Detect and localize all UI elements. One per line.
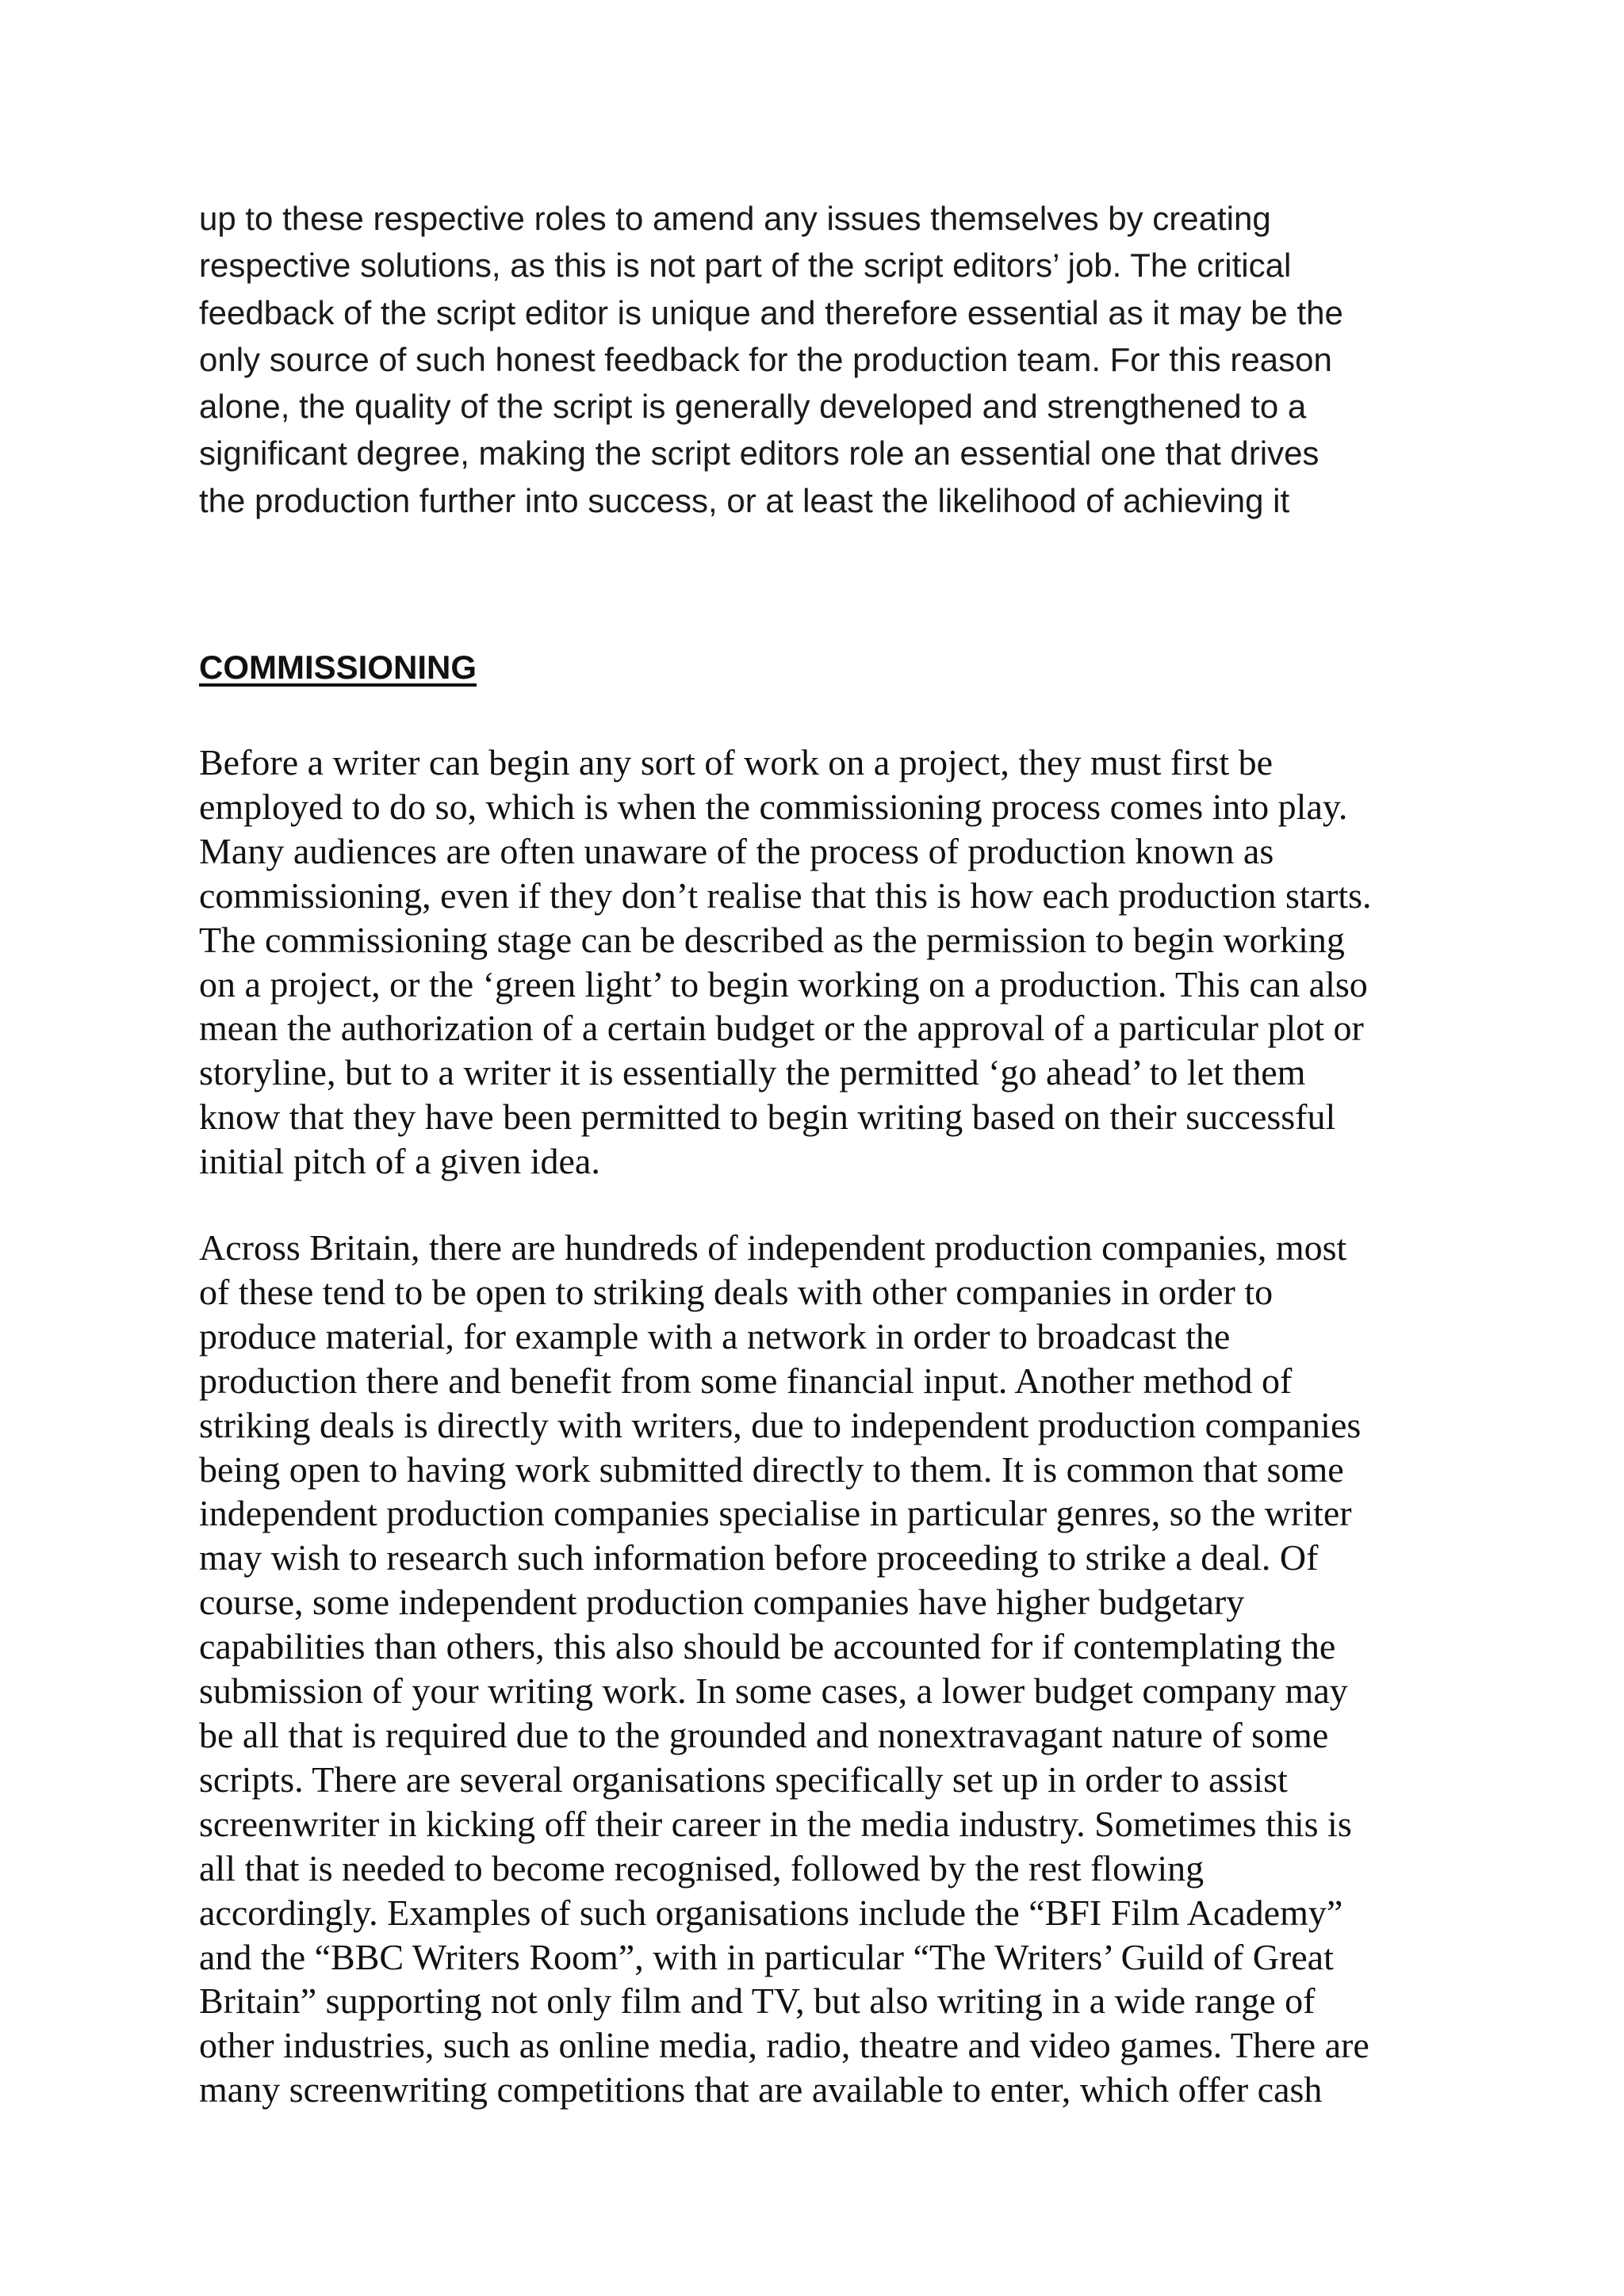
intro-line: significant degree, making the script editors role an essential one that drives — [199, 434, 1320, 473]
intro-line: alone, the quality of the script is generally developed and strengthened to a — [199, 388, 1307, 426]
paragraph-line: on a project, or the ‘green light’ to begin working on a production. This can also — [199, 963, 1368, 1004]
intro-line: only source of such honest feedback for the production team. For this reason — [199, 340, 1332, 378]
paragraph-line: mean the authorization of a certain budget or the approval of a particular plot or — [199, 1008, 1364, 1049]
intro-line: respective solutions, as this is not part of the script editors’ job. The critical — [199, 247, 1292, 285]
paragraph-line: other industries, such as online media, radio, theatre and video games. There are — [199, 2025, 1369, 2066]
paragraph-line: being open to having work submitted directly to them. It is common that some — [199, 1448, 1344, 1490]
paragraph-line: and the “BBC Writers Room”, with in particular “The Writers’ Guild of Great — [199, 1936, 1334, 1977]
paragraph-line: Many audiences are often unaware of the process of production known as — [199, 830, 1274, 871]
paragraph-line: screenwriter in kicking off their career in the media industry. Sometimes this is — [199, 1803, 1352, 1844]
paragraph-line: striking deals is directly with writers, due to independent production companies — [199, 1404, 1362, 1445]
paragraph-line: employed to do so, which is when the commissioning process comes into play. — [199, 786, 1348, 827]
paragraph-line: course, some independent production companies have higher budgetary — [199, 1582, 1245, 1623]
intro-line: up to these respective roles to amend any issues themselves by creating — [199, 200, 1271, 237]
paragraph-line: accordingly. Examples of such organisations include the “BFI Film Academy” — [199, 1892, 1343, 1933]
section-heading: COMMISSIONING — [199, 649, 477, 686]
paragraph-line: Across Britain, there are hundreds of independent production companies, most — [199, 1227, 1347, 1268]
paragraph-line: scripts. There are several organisations specifically set up in order to assist — [199, 1758, 1288, 1800]
paragraph-line: submission of your writing work. In some cases, a lower budget company may — [199, 1670, 1348, 1712]
paragraph-line: know that they have been permitted to begin writing based on their successful — [199, 1096, 1336, 1138]
commissioning-paragraph-1 — [199, 740, 1452, 1184]
paragraph-line: storyline, but to a writer it is essentially the permitted ‘go ahead’ to let them — [199, 1052, 1306, 1093]
paragraph-line: The commissioning stage can be described as the permission to begin working — [199, 919, 1345, 960]
paragraph-line: produce material, for example with a network in order to broadcast the — [199, 1315, 1231, 1357]
paragraph-line: Britain” supporting not only film and TV, but also writing in a wide range of — [199, 1980, 1316, 2022]
paragraph-line: be all that is required due to the grounded and nonextravagant nature of some — [199, 1714, 1329, 1755]
paragraph-line: capabilities than others, this also should be accounted for if contemplating the — [199, 1626, 1336, 1667]
paragraph-line: initial pitch of a given idea. — [199, 1141, 600, 1182]
intro-line: feedback of the script editor is unique and therefore essential as it may be the — [199, 293, 1343, 331]
intro-line: the production further into success, or at least the likelihood of achieving it — [199, 481, 1290, 519]
paragraph-line: independent production companies specialise in particular genres, so the writer — [199, 1493, 1352, 1534]
intro-paragraph — [199, 195, 1436, 524]
paragraph-line: commissioning, even if they don’t realise that this is how each production starts. — [199, 874, 1372, 916]
paragraph-line: of these tend to be open to striking deals with other companies in order to — [199, 1271, 1274, 1312]
commissioning-paragraph-2 — [199, 1226, 1452, 2112]
paragraph-line: all that is needed to become recognised, followed by the rest flowing — [199, 1847, 1205, 1888]
paragraph-line: production there and benefit from some financial input. Another method of — [199, 1360, 1293, 1401]
paragraph-line: may wish to research such information before proceeding to strike a deal. Of — [199, 1537, 1319, 1578]
paragraph-line: many screenwriting competitions that are available to enter, which offer cash — [199, 2069, 1323, 2110]
paragraph-line: Before a writer can begin any sort of work on a project, they must first be — [199, 742, 1274, 783]
